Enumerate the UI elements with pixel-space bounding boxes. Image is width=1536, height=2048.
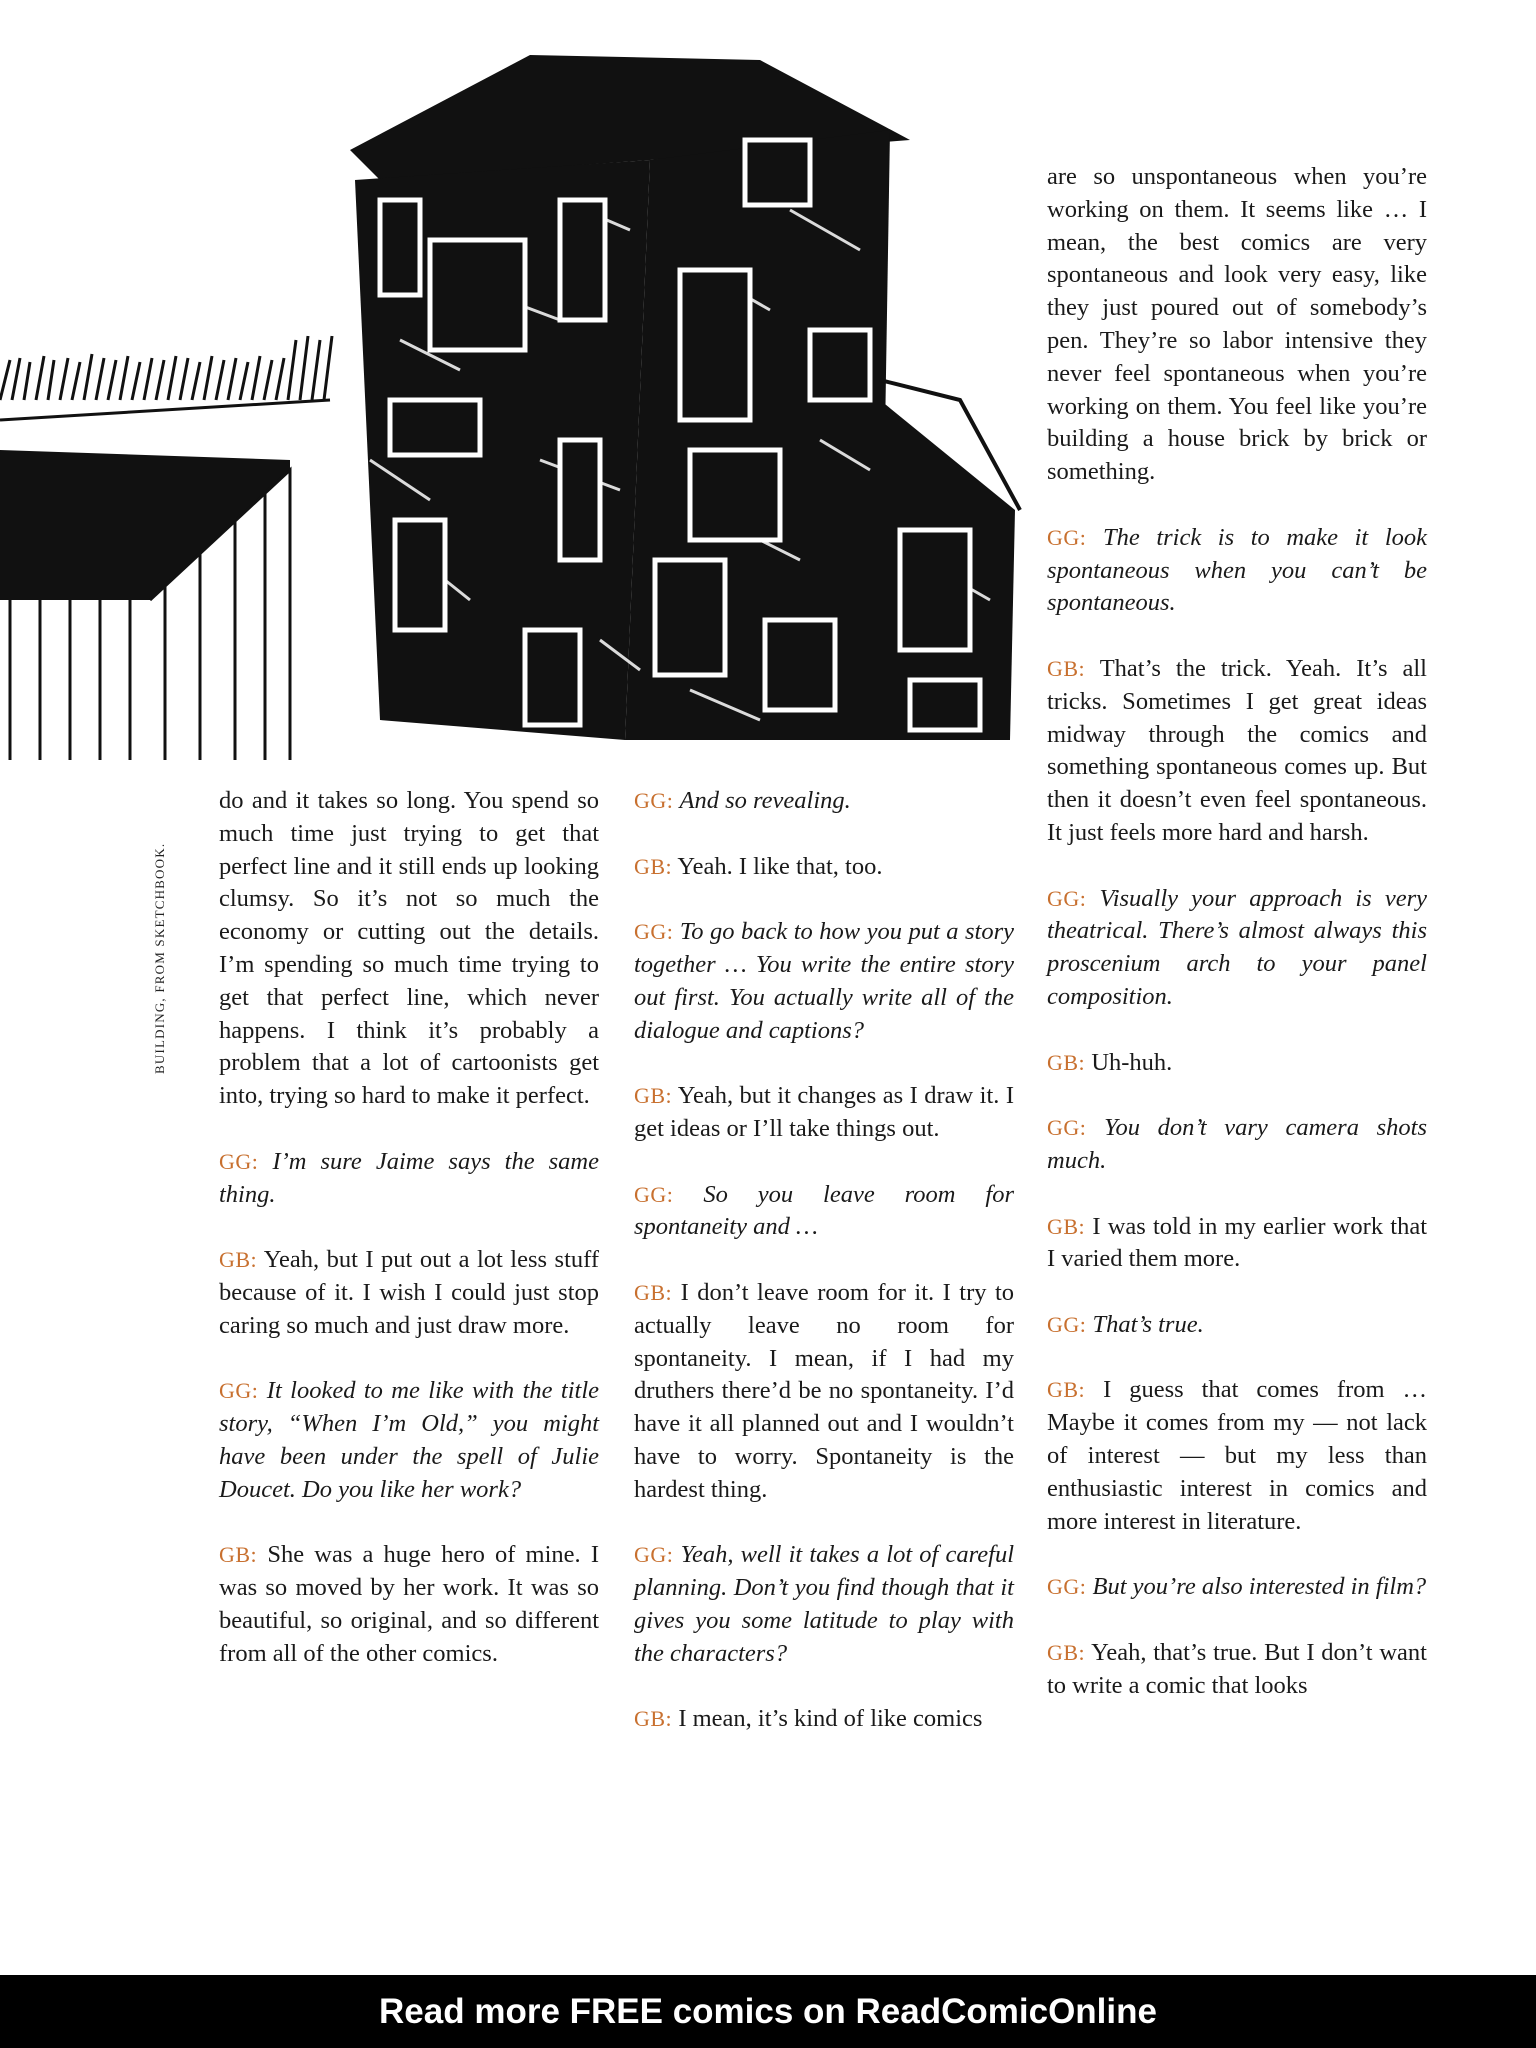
building-sketch-illustration <box>0 40 1030 760</box>
paragraph-question: GG: But you’re also interested in film? <box>1047 1573 1427 1601</box>
text-column-3 <box>1047 161 1427 1735</box>
paragraph-answer: GB: I guess that comes from … Maybe it comes from my — not lack of interest — but my less than enthusiastic interest in comics and more interest in literature. <box>1047 1376 1428 1535</box>
paragraph-answer: GB: Yeah. I like that, too. <box>634 852 883 880</box>
speaker-label: GB: <box>1047 1049 1086 1075</box>
paragraph-answer: GB: I mean, it’s kind of like comics <box>634 1705 983 1733</box>
paragraph-question: GG: So you leave room for spontaneity and … <box>634 1180 1015 1241</box>
speaker-label: GG: <box>1047 524 1087 550</box>
paragraph-answer: GB: Uh-huh. <box>1047 1048 1173 1076</box>
speaker-label: GG: <box>634 788 674 813</box>
speaker-label: GG: <box>1047 1574 1087 1600</box>
speaker-label: GB: <box>634 1083 673 1109</box>
paragraph: are so unspontaneous when you’re working on them. It seems like … I mean, the best comics are very spontaneous and look very easy, like they just poured out of somebody’s pen. They’re so labor intensive they never feel spontaneous when you’re working on them. You feel like you’re building a house brick by brick or something. <box>1047 163 1427 486</box>
speaker-label: GG: <box>219 1378 259 1404</box>
speaker-label: GB: <box>1047 655 1086 681</box>
text-column-1 <box>219 785 599 1703</box>
paragraph-question: GG: It looked to me like with the title story, “When I’m Old,” you might have been under the spell of Julie Doucet. Do you like her work? <box>219 1377 599 1503</box>
paragraph-question: GG: You don’t vary camera shots much. <box>1047 1114 1427 1174</box>
building-sketch-icon <box>0 40 1030 760</box>
text-column-2 <box>634 785 1014 1769</box>
speaker-label: GG: <box>1047 1115 1087 1141</box>
paragraph-answer: GB: Yeah, that’s true. But I don’t want to write a comic that looks <box>1047 1638 1427 1699</box>
paragraph-answer: GB: That’s the trick. Yeah. It’s all tricks. Sometimes I get great ideas midway through the comics and something spontaneous comes up. But then it doesn’t even feel spontaneous. It just feels more hard and harsh. <box>1047 654 1427 846</box>
paragraph-question: GG: And so revealing. <box>634 787 851 814</box>
speaker-label: GG: <box>634 919 674 945</box>
paragraph: do and it takes so long. You spend so much time just trying to get that perfect line and it still ends up looking clumsy. So it’s not so much the economy or cutting out the details. I’m spending so much time trying to get that perfect line, which never happens. I think it’s probably a problem that a lot of cartoonists get into, trying so hard to make it perfect. <box>219 787 599 1110</box>
paragraph-question: GG: The trick is to make it look spontaneous when you can’t be spontaneous. <box>1047 523 1427 617</box>
speaker-label: GB: <box>634 1279 673 1305</box>
paragraph-answer: GB: I don’t leave room for it. I try to actually leave no room for spontaneity. I mean, if I had my druthers there’d be no spontaneity. I’d have it all planned out and I wouldn’t have to worry. Spontaneity is the hardest thing. <box>634 1278 1014 1503</box>
illustration-caption: BUILDING, FROM SKETCHBOOK. <box>152 842 167 1074</box>
speaker-label: GG: <box>634 1542 674 1568</box>
speaker-label: GG: <box>1047 885 1087 911</box>
paragraph-question: GG: I’m sure Jaime says the same thing. <box>219 1147 599 1208</box>
speaker-label: GB: <box>1047 1639 1086 1665</box>
speaker-label: GB: <box>219 1247 258 1273</box>
speaker-label: GB: <box>219 1542 258 1568</box>
paragraph-answer: GB: Yeah, but I put out a lot less stuff because of it. I wish I could just stop caring so much and just draw more. <box>219 1246 599 1339</box>
paragraph-answer: GB: Yeah, but it changes as I draw it. I get ideas or I’ll take things out. <box>634 1082 1014 1142</box>
paragraph-question: GG: To go back to how you put a story together … You write the entire story out first. You actually write all of the dialogue and captions? <box>634 918 1014 1044</box>
read-more-banner[interactable]: Read more FREE comics on ReadComicOnline <box>0 1975 1536 2048</box>
speaker-label: GB: <box>1047 1377 1086 1403</box>
speaker-label: GB: <box>634 853 673 879</box>
paragraph-answer: GB: I was told in my earlier work that I varied them more. <box>1047 1212 1428 1273</box>
speaker-label: GG: <box>634 1181 674 1207</box>
speaker-label: GG: <box>1047 1311 1087 1337</box>
speaker-label: GB: <box>634 1706 673 1732</box>
paragraph-question: GG: Yeah, well it takes a lot of careful planning. Don’t you find though that it gives you some latitude to play with the characters? <box>634 1541 1015 1667</box>
paragraph-question: GG: Visually your approach is very theatrical. There’s almost always this proscenium arch to your panel composition. <box>1047 884 1428 1010</box>
paragraph-answer: GB: She was a huge hero of mine. I was so moved by her work. It was so beautiful, so original, and so different from all of the other comics. <box>219 1541 599 1667</box>
speaker-label: GG: <box>219 1148 259 1174</box>
paragraph-question: GG: That’s true. <box>1047 1310 1204 1338</box>
speaker-label: GB: <box>1047 1213 1086 1239</box>
